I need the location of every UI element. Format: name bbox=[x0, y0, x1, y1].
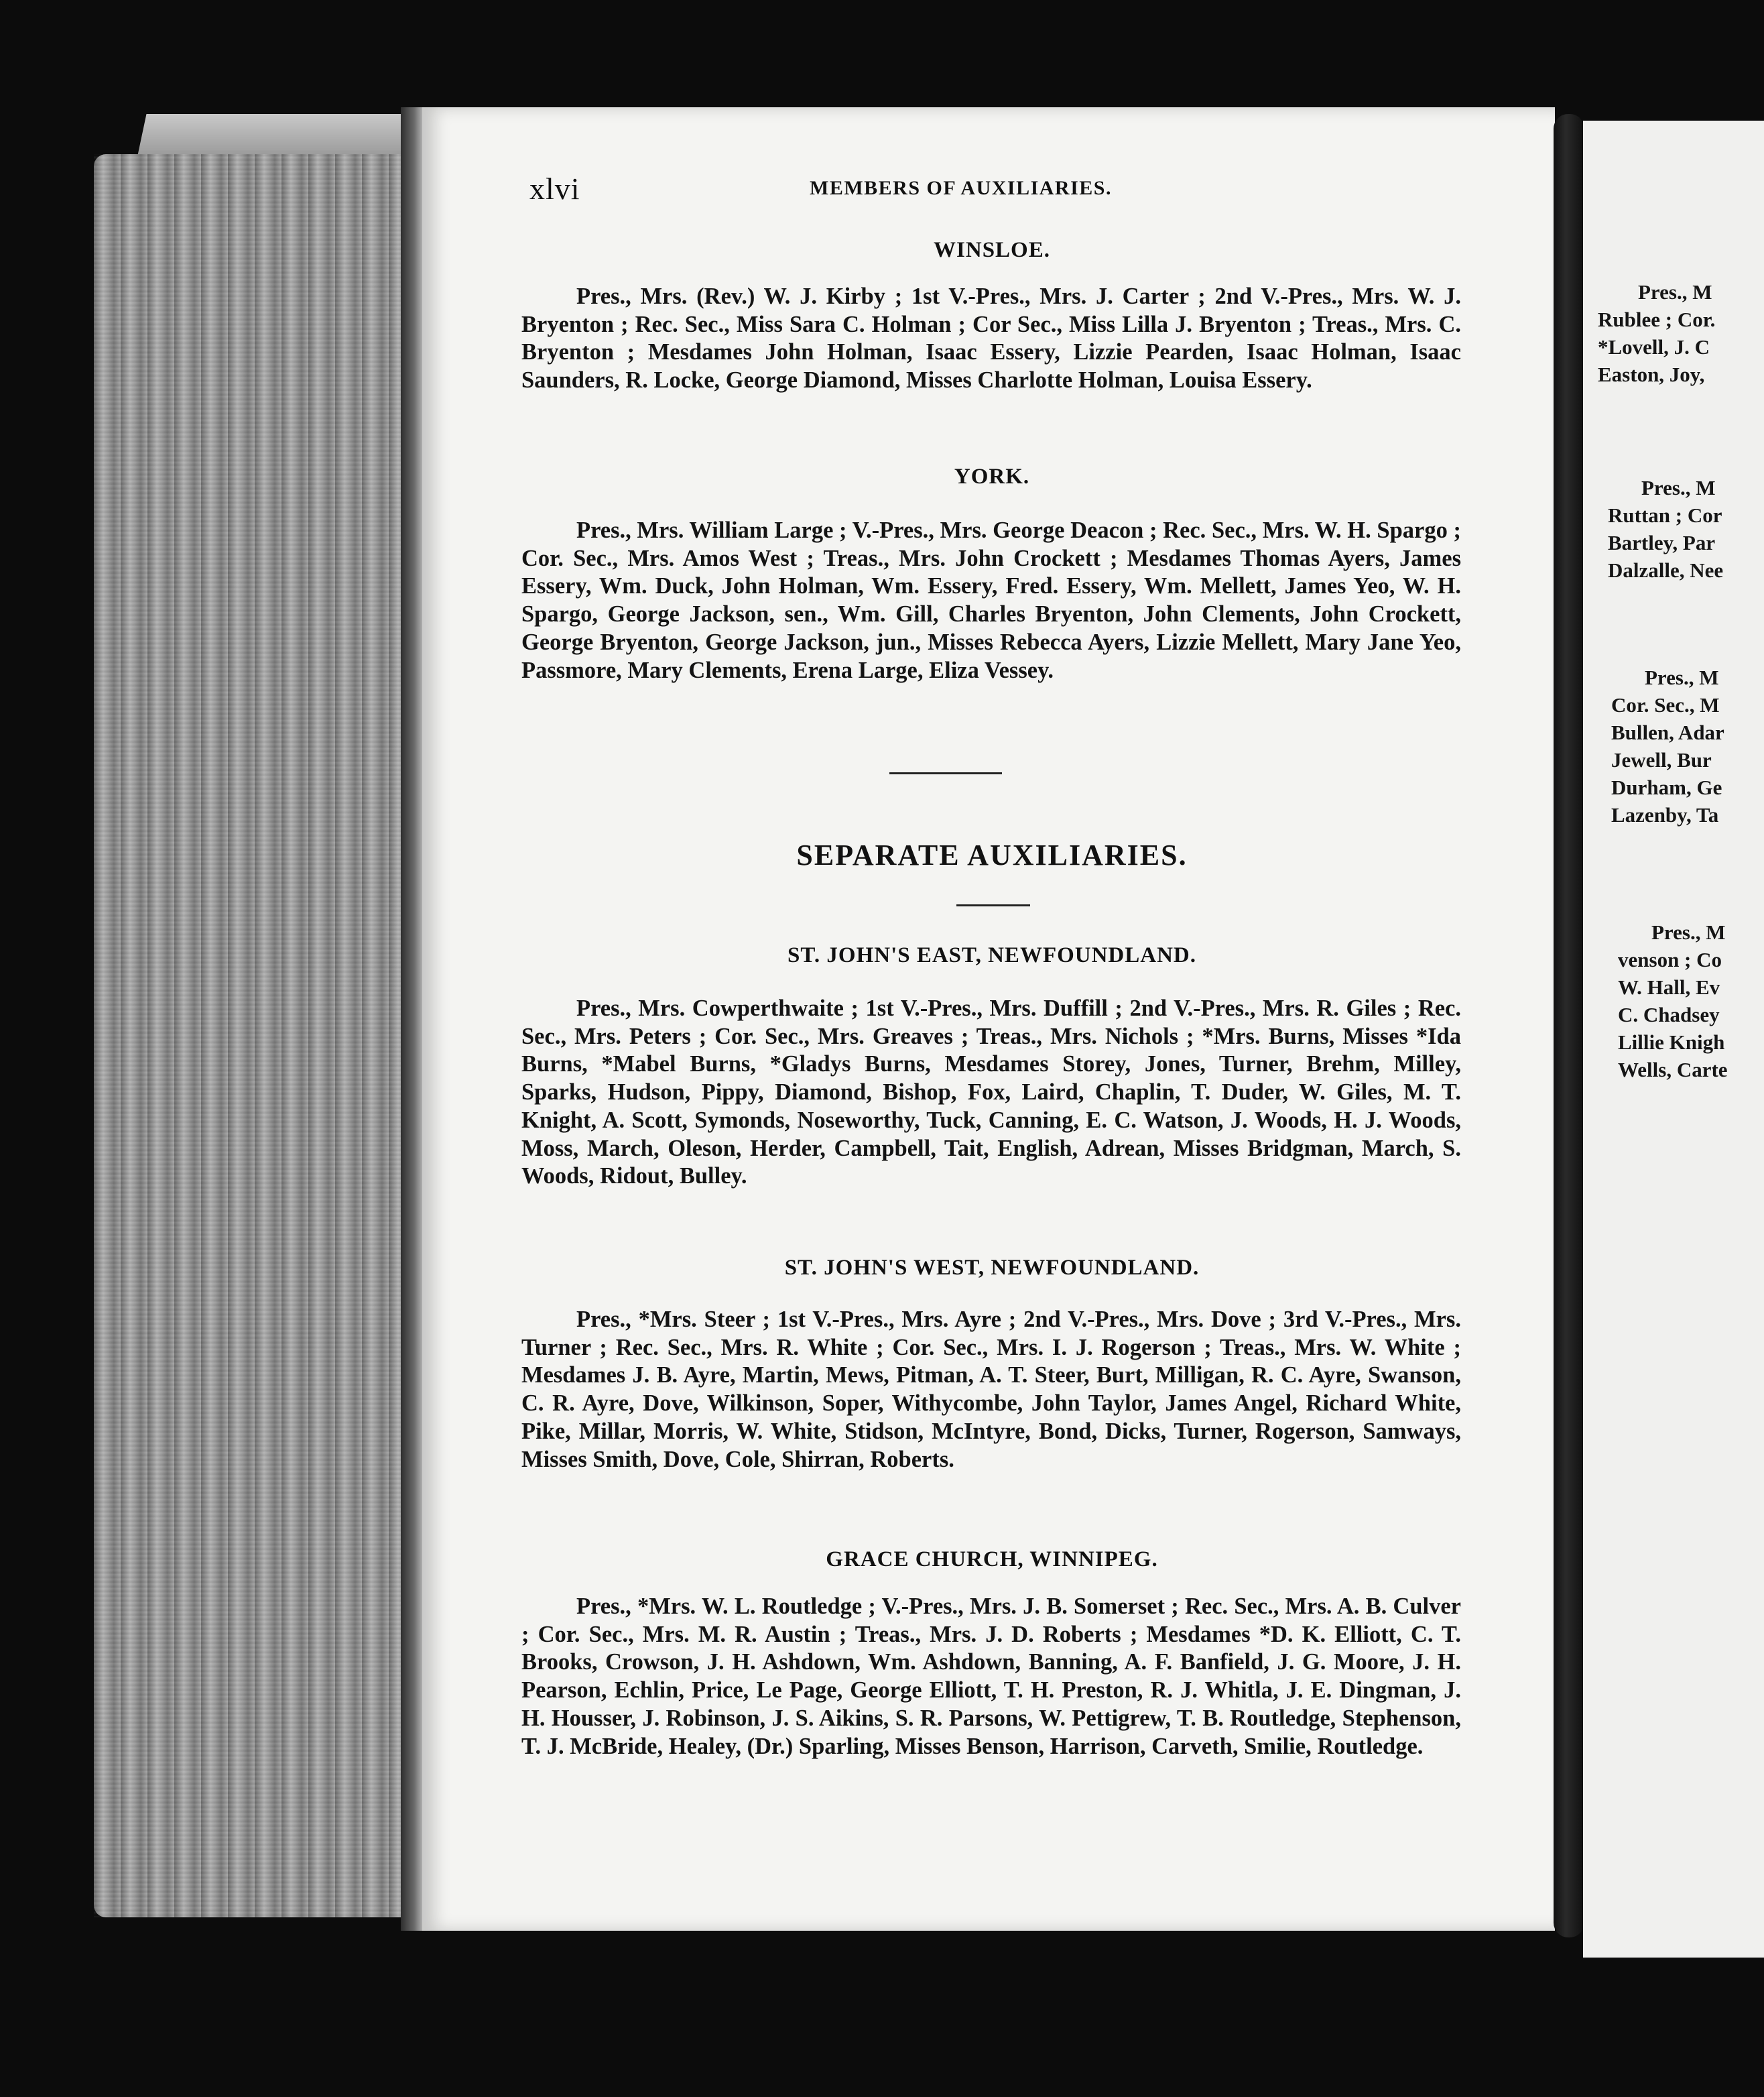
right-line: venson ; Co bbox=[1618, 948, 1722, 971]
section-heading: ST. JOHN'S WEST, NEWFOUNDLAND. bbox=[784, 1256, 1200, 1280]
section-heading: YORK. bbox=[954, 465, 1030, 489]
right-line: Pres., M bbox=[1641, 476, 1716, 499]
section-body: Pres., Mrs. William Large ; V.-Pres., Mrs. George Deacon ; Rec. Sec., Mrs. W. H. Spargo ; Cor. Sec., Mrs. Amos West ; Treas., Mrs. John Crockett ; Mesdames Thomas Ayers, James Essery, Wm. Duck, John Holman, Wm. Essery, Fred. Essery, Wm. Mellett, James Yeo, W. H. Spargo, George Jackson, sen., Wm. Gill, Charles Bryenton, John Clements, John Crockett, George Bryenton, George Jackson, jun., Misses Rebecca Ayers, Lizzie Mellett, Mary Jane Yeo, Passmore, Mary Clements, Erena Large, Eliza Vessey. bbox=[521, 518, 1461, 683]
section-heading: GRACE CHURCH, WINNIPEG. bbox=[826, 1547, 1158, 1571]
section-heading: ST. JOHN'S EAST, NEWFOUNDLAND. bbox=[787, 943, 1197, 967]
right-line: C. Chadsey bbox=[1618, 1003, 1720, 1026]
page-number: xlvi bbox=[529, 172, 580, 206]
divider bbox=[889, 772, 1002, 774]
right-block-1 bbox=[1598, 278, 1716, 388]
section-body: Pres., *Mrs. Steer ; 1st V.-Pres., Mrs. Ayre ; 2nd V.-Pres., Mrs. Dove ; 3rd V.-Pres., Mrs. Turner ; Rec. Sec., Mrs. R. White ; Cor. Sec., Mrs. I. J. Rogerson ; Treas., Mrs. W. White ; Mesdames J. B. Ayre, Martin, Mews, Pitman, A. T. Steer, Burt, Milligan, R. C. Ayre, Swanson, C. R. Ayre, Dove, Wilkinson, Soper, Withycombe, John Taylor, James Angel, Richard White, Pike, Millar, Morris, W. White, Stidson, McIntyre, Bond, Dicks, Turner, Rogerson, Samways, Misses Smith, Dove, Cole, Shirran, Roberts. bbox=[521, 1307, 1461, 1472]
right-line: *Lovell, J. C bbox=[1598, 335, 1710, 359]
right-line: Bullen, Adar bbox=[1611, 721, 1724, 744]
right-line: Pres., M bbox=[1638, 280, 1712, 304]
right-line: Wells, Carte bbox=[1618, 1058, 1728, 1081]
right-line: Rublee ; Cor. bbox=[1598, 308, 1716, 331]
right-line: Lazenby, Ta bbox=[1611, 803, 1719, 827]
right-line: Pres., M bbox=[1651, 920, 1726, 944]
right-line: Lillie Knigh bbox=[1618, 1030, 1725, 1054]
right-line: Pres., M bbox=[1645, 666, 1719, 689]
separate-auxiliaries-title: SEPARATE AUXILIARIES. bbox=[796, 839, 1188, 872]
section-body: Pres., Mrs. Cowperthwaite ; 1st V.-Pres., Mrs. Duffill ; 2nd V.-Pres., Mrs. R. Giles ; Rec. Sec., Mrs. Peters ; Cor. Sec., Mrs. Greaves ; Treas., Mrs. Nichols ; *Mrs. Burns, Misses *Ida Burns, *Mabel Burns, *Gladys Burns, Mesdames Storey, Jones, Turner, Brehm, Milley, Sparks, Hudson, Pippy, Diamond, Bishop, Fox, Laird, Chaplin, T. Duder, W. Giles, M. T. Knight, A. Scott, Symonds, Noseworthy, Tuck, Canning, E. C. Watson, J. Woods, H. J. Woods, Moss, March, Oleson, Herder, Campbell, Tait, English, Adrean, Misses Bridgman, March, S. Woods, Ridout, Bulley. bbox=[521, 996, 1461, 1189]
divider bbox=[956, 904, 1030, 906]
section-body: Pres., *Mrs. W. L. Routledge ; V.-Pres., Mrs. J. B. Somerset ; Rec. Sec., Mrs. A. B. Culver ; Cor. Sec., Mrs. M. R. Austin ; Treas., Mrs. J. D. Roberts ; Mesdames *D. K. Elliott, C. T. Brooks, Crowson, J. H. Ashdown, Wm. Ashdown, Banning, A. F. Banfield, J. G. Moore, J. H. Pearson, Echlin, Price, Le Page, George Elliott, T. H. Preston, R. J. Whitla, J. E. Dingman, J. H. Housser, J. Robinson, J. S. Aikins, S. R. Parsons, W. Pettigrew, T. B. Routledge, Stephenson, T. J. McBride, Healey, (Dr.) Sparling, Misses Benson, Harrison, Carveth, Smilie, Routledge. bbox=[521, 1594, 1461, 1759]
book-gutter bbox=[1554, 114, 1584, 1937]
running-head: MEMBERS OF AUXILIARIES. bbox=[810, 177, 1112, 199]
section-body: Pres., Mrs. (Rev.) W. J. Kirby ; 1st V.-Pres., Mrs. J. Carter ; 2nd V.-Pres., Mrs. W. J. Bryenton ; Rec. Sec., Miss Sara C. Holman ; Cor Sec., Miss Lilla J. Bryenton ; Treas., Mrs. C. Bryenton ; Mesdames John Holman, Isaac Essery, Lizzie Pearden, Isaac Holman, Isaac Saunders, R. Locke, George Diamond, Misses Charlotte Holman, Louisa Essery. bbox=[521, 284, 1461, 394]
section-heading: WINSLOE. bbox=[934, 238, 1050, 262]
right-line: Bartley, Par bbox=[1608, 531, 1716, 554]
right-page-fragment bbox=[1583, 121, 1764, 1958]
right-line: Jewell, Bur bbox=[1611, 748, 1712, 772]
right-line: Durham, Ge bbox=[1611, 776, 1722, 799]
right-line: Dalzalle, Nee bbox=[1608, 558, 1724, 582]
right-line: W. Hall, Ev bbox=[1618, 975, 1720, 999]
right-line: Ruttan ; Cor bbox=[1608, 503, 1722, 527]
right-block-4 bbox=[1618, 918, 1728, 1083]
page-edges bbox=[94, 154, 422, 1917]
right-block-2 bbox=[1608, 474, 1724, 584]
right-line: Easton, Joy, bbox=[1598, 363, 1705, 386]
right-line: Cor. Sec., M bbox=[1611, 693, 1720, 717]
right-block-3 bbox=[1611, 664, 1724, 829]
